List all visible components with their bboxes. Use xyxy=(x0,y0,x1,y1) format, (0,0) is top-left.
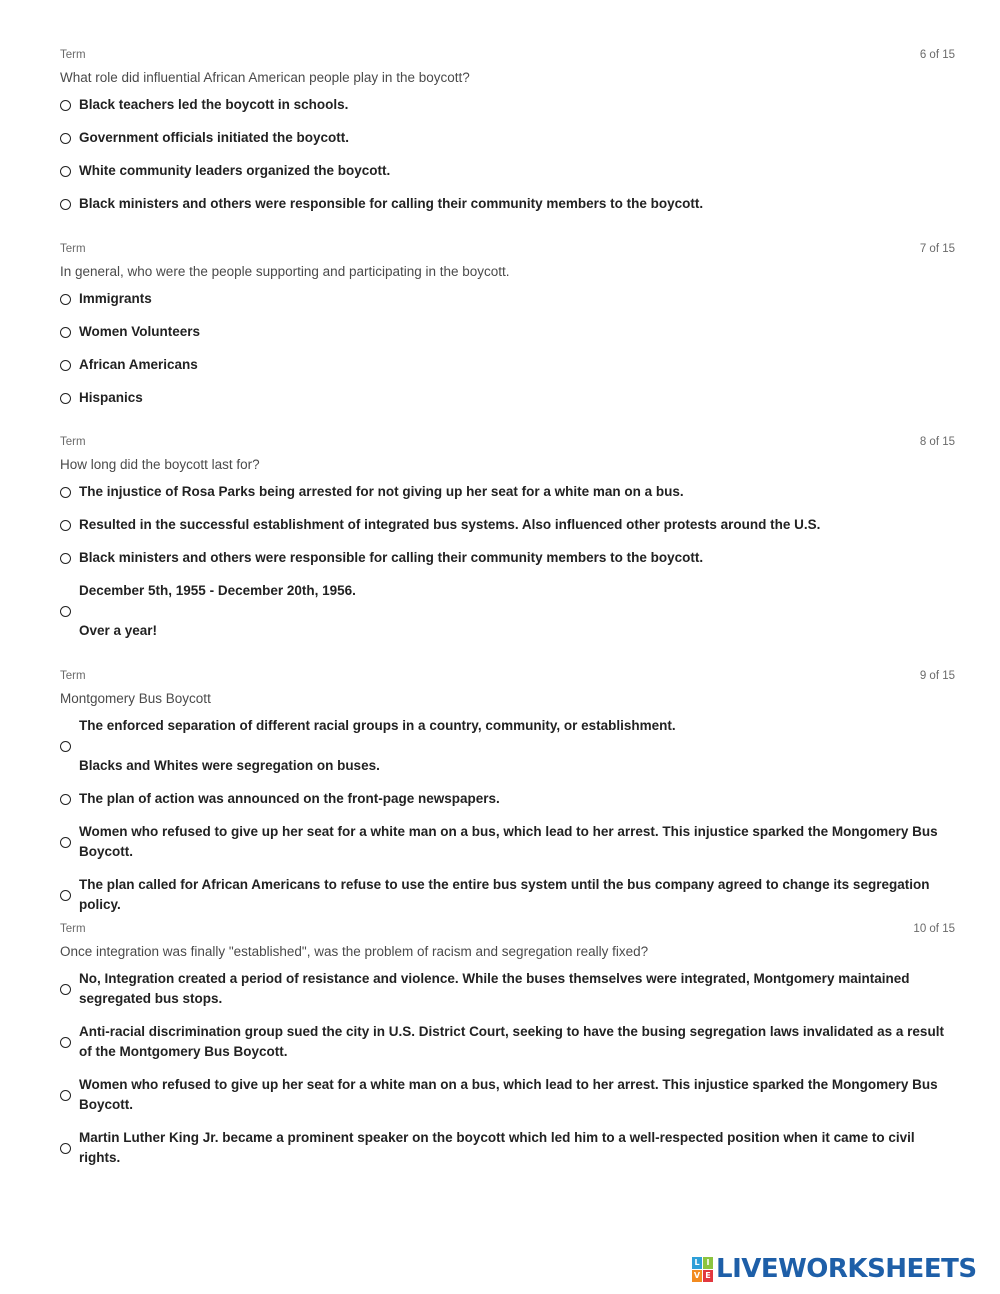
answer-label: No, Integration created a period of resistance and violence. While the buses themselves were integrated, Montgomery maintained segregated bus stops. xyxy=(79,971,910,1006)
question-block-6 xyxy=(60,47,955,227)
radio-button[interactable] xyxy=(60,520,71,531)
answer-option[interactable] xyxy=(60,482,955,502)
answer-line: Over a year! xyxy=(79,623,158,638)
answer-label: Black ministers and others were responsible for calling their community members to the boycott. xyxy=(79,550,704,565)
answer-label: Government officials initiated the boycott. xyxy=(79,130,350,145)
answer-label: Anti-racial discrimination group sued the city in U.S. District Court, seeking to have the busing segregation laws invalidated as a result of the Montgomery Bus Boycott. xyxy=(79,1024,944,1059)
answer-label: Black teachers led the boycott in schools. xyxy=(79,97,349,112)
radio-button[interactable] xyxy=(60,606,71,617)
answer-option[interactable] xyxy=(60,1022,955,1062)
question-text: Once integration was finally "established", was the problem of racism and segregation really fixed? xyxy=(60,944,649,959)
answer-option[interactable] xyxy=(60,716,955,776)
question-block-10 xyxy=(60,921,955,1181)
answer-option[interactable] xyxy=(60,789,955,809)
radio-button[interactable] xyxy=(60,1037,71,1048)
radio-button[interactable] xyxy=(60,553,71,564)
answer-option[interactable] xyxy=(60,969,955,1009)
radio-button[interactable] xyxy=(60,393,71,404)
answer-label-multiline xyxy=(79,716,955,776)
radio-button[interactable] xyxy=(60,984,71,995)
radio-button[interactable] xyxy=(60,890,71,901)
question-counter: 7 of 15 xyxy=(919,243,955,255)
logo-blocks-icon: L I V E xyxy=(692,1257,713,1282)
question-text: Montgomery Bus Boycott xyxy=(60,691,211,706)
radio-button[interactable] xyxy=(60,487,71,498)
answer-label: Resulted in the successful establishment of integrated bus systems. Also influenced other protests around the U.S. xyxy=(79,517,821,532)
radio-button[interactable] xyxy=(60,1143,71,1154)
term-label: Term xyxy=(60,670,86,682)
question-block-7 xyxy=(60,241,955,421)
term-label: Term xyxy=(60,243,86,255)
radio-button[interactable] xyxy=(60,166,71,177)
answer-line: December 5th, 1955 - December 20th, 1956. xyxy=(79,583,356,598)
radio-button[interactable] xyxy=(60,100,71,111)
question-text: What role did influential African American people play in the boycott? xyxy=(60,70,470,85)
answer-option[interactable] xyxy=(60,388,955,408)
question-counter: 9 of 15 xyxy=(919,670,955,682)
answer-option[interactable] xyxy=(60,355,955,375)
radio-button[interactable] xyxy=(60,199,71,210)
answer-option[interactable] xyxy=(60,194,955,214)
question-text: In general, who were the people supporting and participating in the boycott. xyxy=(60,264,510,279)
answer-label: Women who refused to give up her seat for a white man on a bus, which lead to her arrest. This injustice sparked the Mongomery Bus Boycott. xyxy=(79,824,938,859)
answer-label: Black ministers and others were responsible for calling their community members to the boycott. xyxy=(79,196,704,211)
answer-label: The plan of action was announced on the front-page newspapers. xyxy=(79,791,500,806)
answer-label: White community leaders organized the boycott. xyxy=(79,163,391,178)
answer-label: Women who refused to give up her seat for a white man on a bus, which lead to her arrest. This injustice sparked the Mongomery Bus Boycott. xyxy=(79,1077,938,1112)
answer-option[interactable] xyxy=(60,161,955,181)
answer-label: Martin Luther King Jr. became a prominent speaker on the boycott which led him to a well-respected position when it came to civil rights. xyxy=(79,1130,915,1165)
liveworksheets-logo xyxy=(692,1255,977,1283)
answer-option[interactable] xyxy=(60,822,955,862)
answer-option[interactable] xyxy=(60,95,955,115)
question-text: How long did the boycott last for? xyxy=(60,457,260,472)
answer-label: Immigrants xyxy=(79,291,152,306)
question-counter: 6 of 15 xyxy=(919,49,955,61)
question-block-9 xyxy=(60,668,955,928)
radio-button[interactable] xyxy=(60,794,71,805)
answer-label: Hispanics xyxy=(79,390,143,405)
term-label: Term xyxy=(60,923,86,935)
answer-option[interactable] xyxy=(60,875,955,915)
radio-button[interactable] xyxy=(60,133,71,144)
answer-option[interactable] xyxy=(60,581,955,641)
answer-label: African Americans xyxy=(79,357,198,372)
question-counter: 10 of 15 xyxy=(913,923,955,935)
radio-button[interactable] xyxy=(60,1090,71,1101)
answer-line: The enforced separation of different racial groups in a country, community, or establishment. xyxy=(79,718,676,733)
answer-option[interactable] xyxy=(60,1075,955,1115)
radio-button[interactable] xyxy=(60,360,71,371)
logo-text: LIVEWORKSHEETS xyxy=(716,1254,977,1284)
answer-option[interactable] xyxy=(60,322,955,342)
radio-button[interactable] xyxy=(60,327,71,338)
answer-option[interactable] xyxy=(60,128,955,148)
answer-option[interactable] xyxy=(60,289,955,309)
question-block-8 xyxy=(60,434,955,654)
radio-button[interactable] xyxy=(60,294,71,305)
answer-option[interactable] xyxy=(60,548,955,568)
answer-label: The plan called for African Americans to refuse to use the entire bus system until the bus company agreed to change its segregation policy. xyxy=(79,877,930,912)
answer-option[interactable] xyxy=(60,515,955,535)
answer-label: The injustice of Rosa Parks being arrested for not giving up her seat for a white man on a bus. xyxy=(79,484,684,499)
question-counter: 8 of 15 xyxy=(919,436,955,448)
term-label: Term xyxy=(60,49,86,61)
answer-option[interactable] xyxy=(60,1128,955,1168)
radio-button[interactable] xyxy=(60,741,71,752)
answer-label: Women Volunteers xyxy=(79,324,201,339)
term-label: Term xyxy=(60,436,86,448)
answer-line: Blacks and Whites were segregation on buses. xyxy=(79,758,380,773)
radio-button[interactable] xyxy=(60,837,71,848)
answer-label-multiline xyxy=(79,581,955,641)
